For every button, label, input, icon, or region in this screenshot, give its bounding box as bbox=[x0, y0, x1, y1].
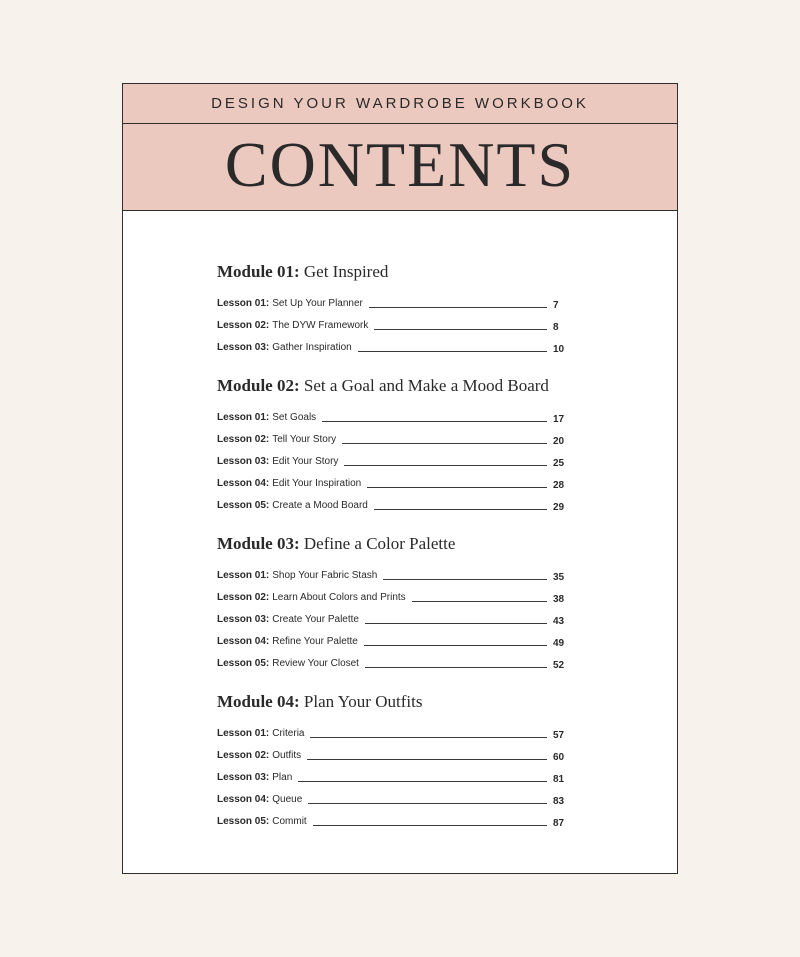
leader-line bbox=[374, 509, 547, 510]
module-heading bbox=[217, 688, 567, 716]
page-number: 10 bbox=[553, 343, 565, 355]
lesson-title: Plan bbox=[272, 771, 293, 783]
leader-line bbox=[412, 601, 547, 602]
module-title: Plan Your Outfits bbox=[303, 692, 423, 711]
leader-line bbox=[342, 443, 547, 444]
lesson-label: Lesson 01: bbox=[217, 569, 270, 581]
lesson-row[interactable] bbox=[217, 428, 567, 450]
lesson-row[interactable] bbox=[217, 810, 567, 832]
page-number: 28 bbox=[553, 479, 565, 491]
lesson-label: Lesson 02: bbox=[217, 749, 270, 761]
leader-line bbox=[367, 487, 547, 488]
lesson-label: Lesson 03: bbox=[217, 771, 270, 783]
table-of-contents bbox=[217, 258, 567, 846]
lesson-row[interactable] bbox=[217, 336, 567, 358]
leader-line bbox=[364, 645, 547, 646]
module-heading bbox=[217, 530, 567, 558]
page-number: 29 bbox=[553, 501, 565, 513]
page-number: 35 bbox=[553, 571, 565, 583]
module-title: Set a Goal and Make a Mood Board bbox=[303, 376, 549, 395]
module-title: Get Inspired bbox=[303, 262, 389, 281]
lesson-row[interactable] bbox=[217, 788, 567, 810]
module-02 bbox=[217, 372, 567, 516]
lesson-row[interactable] bbox=[217, 406, 567, 428]
page-number: 60 bbox=[553, 751, 565, 763]
lesson-label: Lesson 04: bbox=[217, 793, 270, 805]
header-band bbox=[123, 84, 677, 211]
leader-line bbox=[374, 329, 547, 330]
lesson-title: Learn About Colors and Prints bbox=[272, 591, 406, 603]
module-label: Module 04: bbox=[217, 692, 300, 711]
lesson-title: Gather Inspiration bbox=[272, 341, 352, 353]
lesson-title: Create a Mood Board bbox=[272, 499, 368, 511]
page-number: 38 bbox=[553, 593, 565, 605]
lesson-title: Create Your Palette bbox=[272, 613, 359, 625]
leader-line bbox=[344, 465, 547, 466]
lesson-title: Edit Your Inspiration bbox=[272, 477, 362, 489]
page-number: 25 bbox=[553, 457, 565, 469]
lesson-label: Lesson 01: bbox=[217, 297, 270, 309]
lesson-row[interactable] bbox=[217, 450, 567, 472]
lesson-row[interactable] bbox=[217, 766, 567, 788]
lesson-label: Lesson 02: bbox=[217, 319, 270, 331]
page-number: 81 bbox=[553, 773, 565, 785]
page-number: 49 bbox=[553, 637, 565, 649]
lesson-title: Criteria bbox=[272, 727, 305, 739]
module-heading bbox=[217, 258, 567, 286]
leader-line bbox=[383, 579, 547, 580]
lesson-label: Lesson 05: bbox=[217, 499, 270, 511]
module-heading bbox=[217, 372, 567, 400]
module-03 bbox=[217, 530, 567, 674]
leader-line bbox=[365, 623, 547, 624]
lesson-label: Lesson 02: bbox=[217, 433, 270, 445]
workbook-subtitle: DESIGN YOUR WARDROBE WORKBOOK bbox=[123, 84, 677, 124]
lesson-row[interactable] bbox=[217, 292, 567, 314]
leader-line bbox=[369, 307, 547, 308]
lesson-row[interactable] bbox=[217, 630, 567, 652]
lesson-title: Queue bbox=[272, 793, 303, 805]
lesson-title: Refine Your Palette bbox=[272, 635, 358, 647]
lesson-label: Lesson 05: bbox=[217, 657, 270, 669]
page-title: CONTENTS bbox=[224, 129, 576, 200]
leader-line bbox=[307, 759, 547, 760]
page-number: 17 bbox=[553, 413, 565, 425]
lesson-row[interactable] bbox=[217, 314, 567, 336]
page-number: 20 bbox=[553, 435, 565, 447]
lesson-row[interactable] bbox=[217, 608, 567, 630]
lesson-row[interactable] bbox=[217, 494, 567, 516]
lesson-row[interactable] bbox=[217, 472, 567, 494]
lesson-label: Lesson 04: bbox=[217, 477, 270, 489]
leader-line bbox=[358, 351, 547, 352]
module-label: Module 02: bbox=[217, 376, 300, 395]
lesson-title: Set Up Your Planner bbox=[272, 297, 363, 309]
page-number: 43 bbox=[553, 615, 565, 627]
lesson-title: Commit bbox=[272, 815, 307, 827]
module-01 bbox=[217, 258, 567, 358]
lesson-title: Set Goals bbox=[272, 411, 317, 423]
page-number: 7 bbox=[553, 299, 559, 311]
module-04 bbox=[217, 688, 567, 832]
leader-line bbox=[298, 781, 547, 782]
page-number: 83 bbox=[553, 795, 565, 807]
lesson-title: Tell Your Story bbox=[272, 433, 337, 445]
lesson-title: Shop Your Fabric Stash bbox=[272, 569, 378, 581]
lesson-title: Review Your Closet bbox=[272, 657, 359, 669]
lesson-row[interactable] bbox=[217, 744, 567, 766]
page-number: 52 bbox=[553, 659, 565, 671]
lesson-row[interactable] bbox=[217, 652, 567, 674]
module-title: Define a Color Palette bbox=[303, 534, 456, 553]
lesson-label: Lesson 04: bbox=[217, 635, 270, 647]
module-label: Module 01: bbox=[217, 262, 300, 281]
lesson-row[interactable] bbox=[217, 564, 567, 586]
workbook-page bbox=[122, 83, 678, 874]
page-number: 8 bbox=[553, 321, 559, 333]
lesson-label: Lesson 05: bbox=[217, 815, 270, 827]
lesson-title: Edit Your Story bbox=[272, 455, 339, 467]
leader-line bbox=[322, 421, 547, 422]
leader-line bbox=[365, 667, 547, 668]
leader-line bbox=[313, 825, 547, 826]
lesson-row[interactable] bbox=[217, 586, 567, 608]
lesson-row[interactable] bbox=[217, 722, 567, 744]
lesson-label: Lesson 01: bbox=[217, 411, 270, 423]
lesson-label: Lesson 03: bbox=[217, 613, 270, 625]
leader-line bbox=[310, 737, 547, 738]
lesson-title: The DYW Framework bbox=[272, 319, 369, 331]
page-number: 57 bbox=[553, 729, 565, 741]
leader-line bbox=[308, 803, 547, 804]
lesson-label: Lesson 03: bbox=[217, 341, 270, 353]
lesson-title: Outfits bbox=[272, 749, 302, 761]
lesson-label: Lesson 01: bbox=[217, 727, 270, 739]
module-label: Module 03: bbox=[217, 534, 300, 553]
page-number: 87 bbox=[553, 817, 565, 829]
lesson-label: Lesson 03: bbox=[217, 455, 270, 467]
lesson-label: Lesson 02: bbox=[217, 591, 270, 603]
